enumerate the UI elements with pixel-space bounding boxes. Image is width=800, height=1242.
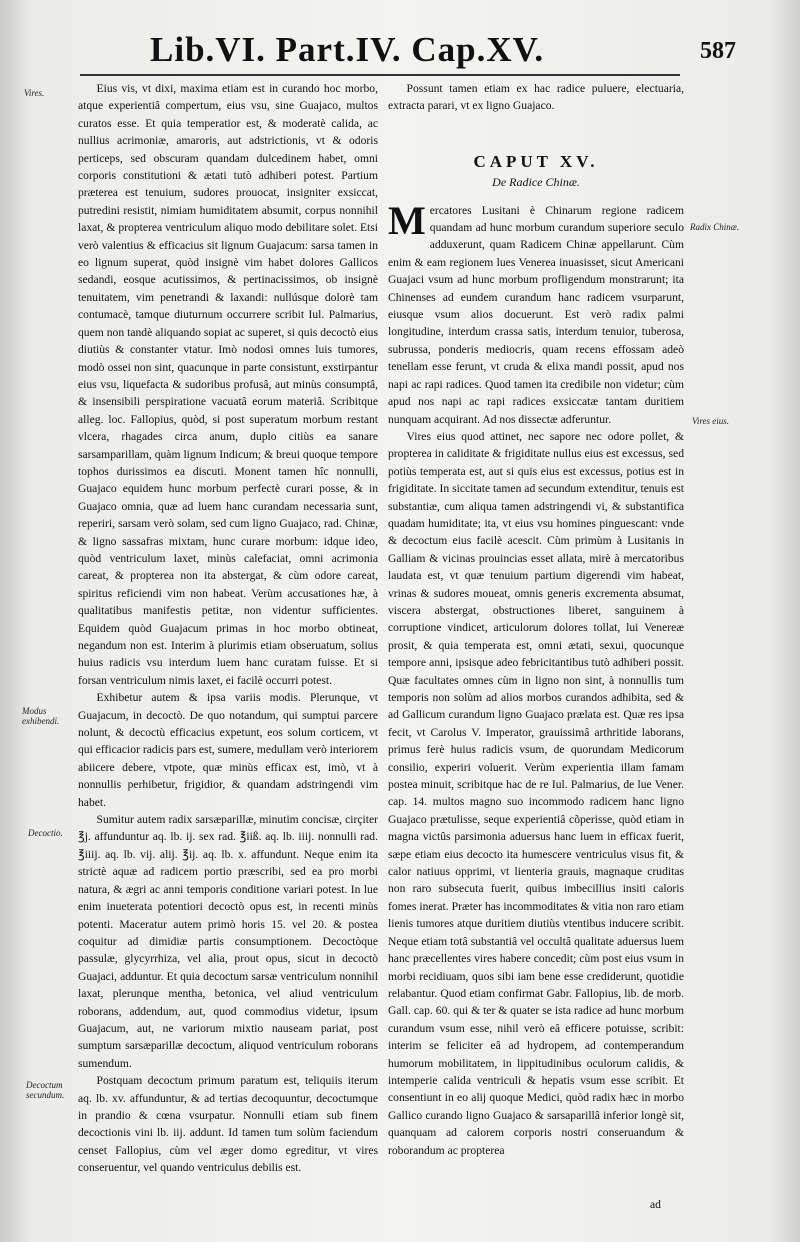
- right-paragraph-1-text: ercatores Lusitani è Chinarum regione radicem quandam ad hunc morbum curandum superiore seculo adduxerunt, quam Radicem Chinæ appellarunt. Cùm enim & eam regionem lues Venerea inuasisset, sicut Americani Guajaci vsum ad hunc morbum profligendum monstrarunt; ita Chinenses ad eundem curandum hanc radicem vsurparunt, eiusque vsum alios docuerunt. Est verò radix palmi longitudine, interdum crassa satis, interdum tenuior, tuberosa, subrussa, ponderis mediocris, quam recens effossam adeò tenellam esse ferunt, vt cruda & elixa mandi possit, apud nos napi ac rapi radices. Quod tamen ita credibile non videtur; cùm apud nos napi ac rapi radices exsiccatæ tantam duritiem nunquam acquirant. Ad nos dissectæ adferuntur.: [388, 203, 684, 426]
- margin-note-modus-exhibendi: Modus exhibendi.: [22, 706, 60, 726]
- right-intro-paragraph: Possunt tamen etiam ex hac radice puluere, electuaria, extracta parari, vt ex ligno Guajaco.: [388, 82, 684, 113]
- left-paragraph-2: Exhibetur autem & ipsa variis modis. Plerunque, vt Guajacum, in decoctò. De quo notandum, qui sumptui parcere nolunt, & decoctù efficacius expetunt, eos solum corticem, vt qui efficacior radicis pars est, sumere, medullam verò interiorem abiicere debere, vtpote, quæ minùs efficax est, imò, vt à nonnullis perhibetur, frigidior, & quandam adstringendi vim habet.: [78, 691, 378, 809]
- chapter-subtitle: De Radice Chinæ.: [492, 175, 580, 190]
- running-header: Lib.VI. Part.IV. Cap.XV.: [150, 30, 545, 69]
- margin-note-vires: Vires.: [24, 88, 45, 98]
- margin-note-decoctio: Decoctio.: [28, 828, 63, 838]
- left-paragraph-3: Sumitur autem radix sarsæparillæ, minutim concisæ, cirçiter ℥j. affunduntur aq. lb. ij. sex rad. ℥iiß. aq. lb. iiij. nonnulli rad. ℥iiij. aq. lb. vij. alij. ℥ij. aq. lb. x. affundunt. Neque enim ita strictè aquæ ad radicem portio præscribi, sed ea pro morbi natura, & ægri ac anni temporis conditione variari potest. In lue enim inueterata potentiori decoctò opus est, in recenti minùs potenti. Maceratur autem primò horis 15. vel 20. & postea coquitur ad dimidiæ partis consumptionem. Decoctòque passulæ, glycyrrhiza, vel alia, prout opus, sicut in decoctò Guajaci, adduntur. Et quia decoctum sarsæ ventriculum nonnihil laxat, plerunque mentha, betonica, vel aliud ventriculum roborans, addendum, aut, quod commodius videtur, ipsum Guajacum, aut, ne variorum mixtio nauseam pariat, post sumptum sarsæparillæ decoctum, aliquod ventriculum roborans sumendum.: [78, 813, 378, 1070]
- left-column: [78, 80, 378, 1177]
- margin-note-vires-eius: Vires eius.: [692, 416, 729, 426]
- right-paragraph-1: [388, 197, 684, 428]
- page-number: 587: [700, 38, 736, 64]
- left-paragraph-4: Postquam decoctum primum paratum est, teliquiis iterum aq. lb. xv. affunduntur, & ad tertias decoquuntur, decoctumque in prandio & cœna vsurpatur. Nonnulli etiam sub finem decoctionis vini lb. iij. addunt. Id tamen tum solùm faciendum censet Fallopius, cùm vel æger domo egreditur, vt vires conseruentur, vel quando ventriculus debilis est.: [78, 1074, 378, 1175]
- right-column: [388, 80, 684, 1159]
- left-paragraph-1: Eius vis, vt dixi, maxima etiam est in curando hoc morbo, atque experientiâ compertum, eius vsu, sine Guajaco, multos curatos esse. Et quia temperatior est, & moderatè calida, ac nullius acrimoniæ, amaroris, aut adstrictionis, vt & odoris perticeps, sed obscuram quandam dulcedinem habet, omni corporis constitutioni & ætati tutò adhiberi potest. Partium præterea est tenuium, sudores prouocat, insigniter exsiccat, putredini resistit, nimiam humiditatem absumit, corpus nonnihil laxat, & propterea ventriculum aliquo modo debilitare solet. Etsi verò valentius & efficacius sit lignum Guajacum: sarsa tamen in eo lignum superat, quòd insignè vim habet dolores Gallicos sedandi, eosque acutissimos, & pertinacissimos, ob insignè tenuitatem, vim penetrandi & laxandi: nullúsque dolorè tam contumacè, tamque diuturnum occurrere scribit Iul. Palmarius, quem non tandè aliquando sopiat ac superet, si quis decoctò eius diutiùs & constanter vtatur. Imò nodosi omnes luis tumores, modò ossei non sint, quacunque in parte consistunt, exstirpantur eius vsu, liquefacta & sudoribus profusâ, aut minùs consumptâ, & insensibili perspiratione vacuatâ eorum materiâ. Scribitque alleg. loc. Fallopius, quòd, si post superatum morbum restant vlcera, rhagades circa anum, duplo citiùs ea sanare sarsamparillam, quàm lignum Indicum; & breui quoque tempore tophos durissimos ea discuti. Monent tamen hîc nonnulli, Guajaco equidem hunc morbum perfectè curari posse, & in Guajaco omnia, quæ ad luem hanc curandam necessaria sunt, reperiri, sarsam verò solam, sed cum ligno Guajaco, rad. Chinæ, & ligno sassafras mixtam, hunc curare morbum: idque ideo, quòd ventriculum laxet, minùs calefaciat, omni acrimonia careat, & propterea non ita abstergat, & cùm odore careat, spiritus reficiendi vim non habeat. Verùm accusationes hæ, à qualitatibus manifestis petitæ, non videntur sufficientes. Equidem quòd Guajacum primas in hoc morbo obtineat, negandum non est. Interim à plurimis etiam obseruatum, solius huius radicis vsu interdum luem hanc curatam fuisse. Et si forsan ventriculum nimis laxet, ei facilè occurri potest.: [78, 82, 378, 687]
- chapter-heading: CAPUT XV.: [473, 151, 599, 171]
- margin-note-radix-chinae: Radix Chinæ.: [690, 222, 739, 232]
- drop-capital: M: [388, 197, 426, 243]
- margin-note-decoctum-secundum: Decoctum secundum.: [26, 1080, 65, 1100]
- header-rule: [80, 74, 680, 76]
- catchword: ad: [650, 1198, 661, 1211]
- right-paragraph-2: Vires eius quod attinet, nec sapore nec odore pollet, & propterea in caliditate & frigiditate nullus eius est excessus, sed potiùs temperata est, aut si quis eius est excessus, potius est in frigiditate. In siccitate tamen ad secundum extenditur, tenuis est substantiæ, cum aliqua tamen adstringendi vi, & substantifica quadam humiditate; ita, vt eius vsu homines pinguescant: vnde & decoctum eius facilè acescit. Cùm primùm à Lusitanis in Galliam & vicinas prouincias esset allata, mirè à mercatoribus laudata est, vt quæ tenuium partium digerendi vim habeat, vrinas & sudores moueat, omnis generis excrementa absumat, viscera abstergat, obstructiones liberet, sanguinem à corruptione vindicet, articulorum dolores tollat, lui Venereæ prosit, & quia temperata est, omni ætati, sexui, quocunque tempore anni, ipsisque adeo febricitantibus tutò adhiberi possit. Quæ facultates omnes cùm in ligno non sint, à nonnullis tum temporis non solùm ad alios morbos curandos adhibita, sed & ad Gallicum curandum ligno Guajaco prælata est. Quæ res ipsa fecit, vt Carolus V. Imperator, grauissimâ arthritide laborans, primus ferè huius radicis vsum, de quorundam Medicorum consilio, experiri voluerit. Verùm experientia illam famam postea minuit, scribitque hac de re Iul. Palmarius, de lue Vener. cap. 14. multos magno suo incommodo radicem hanc ligno Guajaco prætulisse, seque experientiâ cõperisse, quòd etiam in magna victûs parsimonia aduersus hanc luem in efficax fuerit, sæpe etiam eius decocto ita humescere ventriculus visus fit, & calor natiuus opprimi, vt lienteria grauis, magnaque cruditas non raro subsecuta fuerit, quibus imbecillius insiti caloris fomes inerat. Præter has incommoditates & vitia non raro etiam lienis tumores atque duritiem diutiùs vtentibus inducere scribit. Neque etiam totâ substantiâ vel occultâ qualitate aduersus luem hanc præcellentes vires habere concedit; cùm post eius vsum in morbi recidiuam, quos sibi iam bene esse crediderunt, quotidie relabantur. Quod etiam confirmat Gabr. Fallopius, lib. de morb. Gall. cap. 60. qui & ter & quater se ista radice ad hunc morbum curandum vsum esse, nihil verò eâ efficere potuisse, scribit: interim se feliciter eâ ad hydropem, ad contemperandum humorum mobilitatem, in lippitudinibus oculorum calidis, & intemperie calida ventriculi & hepatis vsum esse scribit. Et consentiunt in eo alij quoque Medici, quòd radix hæc in morbo Gallico curando ligno Guajaco & sarsaparillâ inferior longè sit, quanquam ad calorem corporis nostri conseruandum & roborandum ac propterea: [388, 429, 684, 1157]
